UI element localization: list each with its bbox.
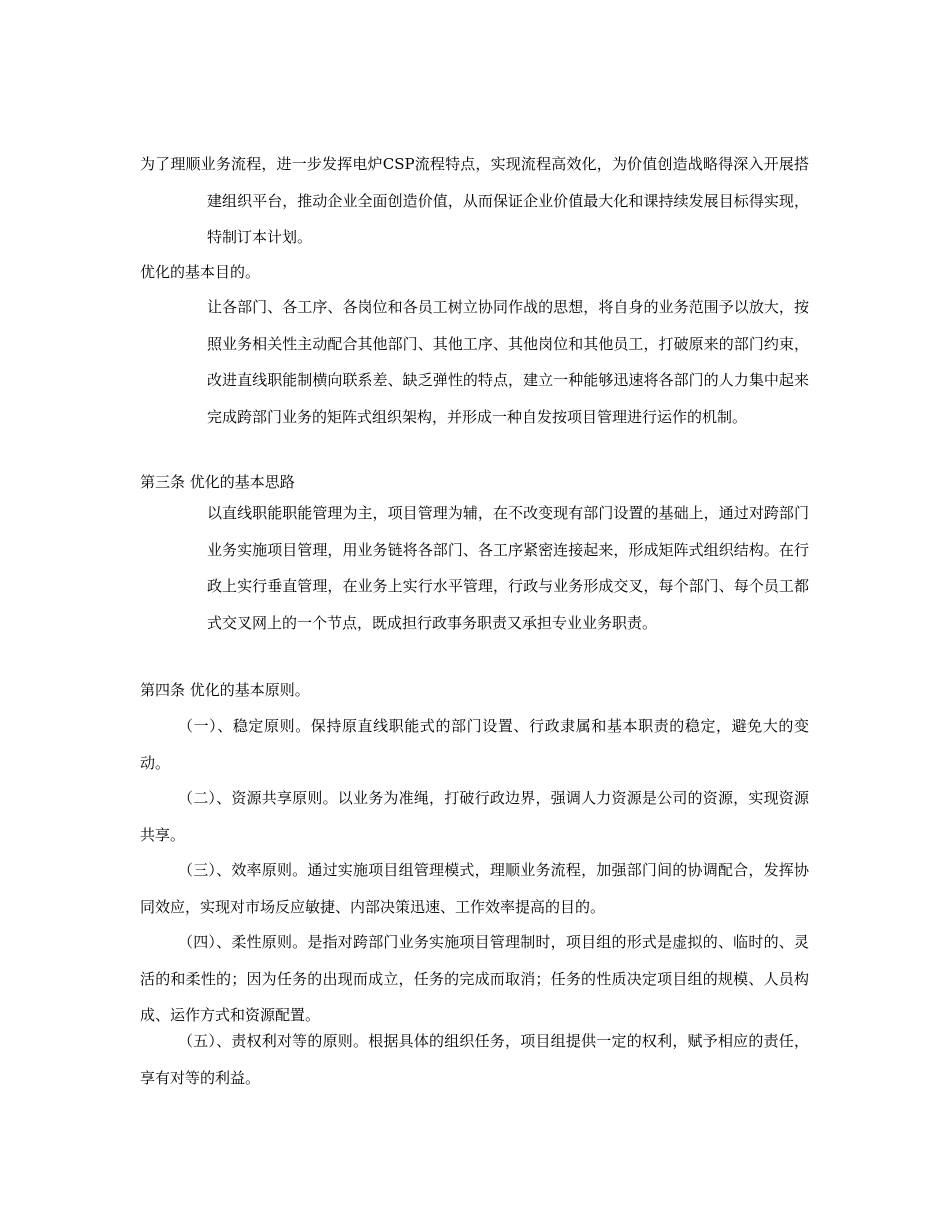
section-heading-principles: 第四条 优化的基本原则。 <box>140 681 310 699</box>
principle-item-5: （五）、责权利对等的原则。根据具体的组织任务，项目组提供一定的权利，赋予相应的责任，享有对等的利益。 <box>140 1032 809 1087</box>
section-body-approach: 以直线职能职能管理为主，项目管理为辅，在不改变现有部门设置的基础上，通过对跨部门业务实施项目管理，用业务链将各部门、各工序紧密连接起来，形成矩阵式组织结构。在行政上实行垂直管理，在业务上实行水平管理，行政与业务形成交叉，每个部门、每个员工都式交叉网上的一个节点，既成担行政事务职责又承担专业业务职责。 <box>207 504 809 632</box>
principle-item-4: （四）、柔性原则。是指对跨部门业务实施项目管理制时，项目组的形式是虚拟的、临时的、灵活的和柔性的；因为任务的出现而成立，任务的完成而取消；任务的性质决定项目组的规模、人员构成、运作方式和资源配置。 <box>140 933 809 1024</box>
principle-item-1: （一）、稳定原则。保持原直线职能式的部门设置、行政隶属和基本职责的稳定，避免大的变动。 <box>140 717 809 772</box>
intro-paragraph: 为了理顺业务流程，进一步发挥电炉CSP流程特点，实现流程高效化，为价值创造战略得深入开展搭建组织平台，推动企业全面创造价值，从而保证企业价值最大化和课持续发展目标得实现，特制订本计划。 <box>140 155 809 246</box>
section-heading-approach: 第三条 优化的基本思路 <box>140 473 295 491</box>
principle-item-2: （二）、资源共享原则。以业务为准绳，打破行政边界，强调人力资源是公司的资源，实现资源共享。 <box>140 789 809 844</box>
section-body-purpose: 让各部门、各工序、各岗位和各员工树立协同作战的思想，将自身的业务范围予以放大，按照业务相关性主动配合其他部门、其他工序、其他岗位和其他员工，打破原来的部门约束，改进直线职能制横向联系差、缺乏弹性的特点，建立一种能够迅速将各部门的人力集中起来完成跨部门业务的矩阵式组织架构，并形成一种自发按项目管理进行运作的机制。 <box>207 298 809 426</box>
principle-item-3: （三）、效率原则。通过实施项目组管理模式，理顺业务流程，加强部门间的协调配合，发挥协同效应，实现对市场反应敏捷、内部决策迅速、工作效率提高的目的。 <box>140 861 809 916</box>
section-heading-purpose: 优化的基本目的。 <box>140 263 261 281</box>
